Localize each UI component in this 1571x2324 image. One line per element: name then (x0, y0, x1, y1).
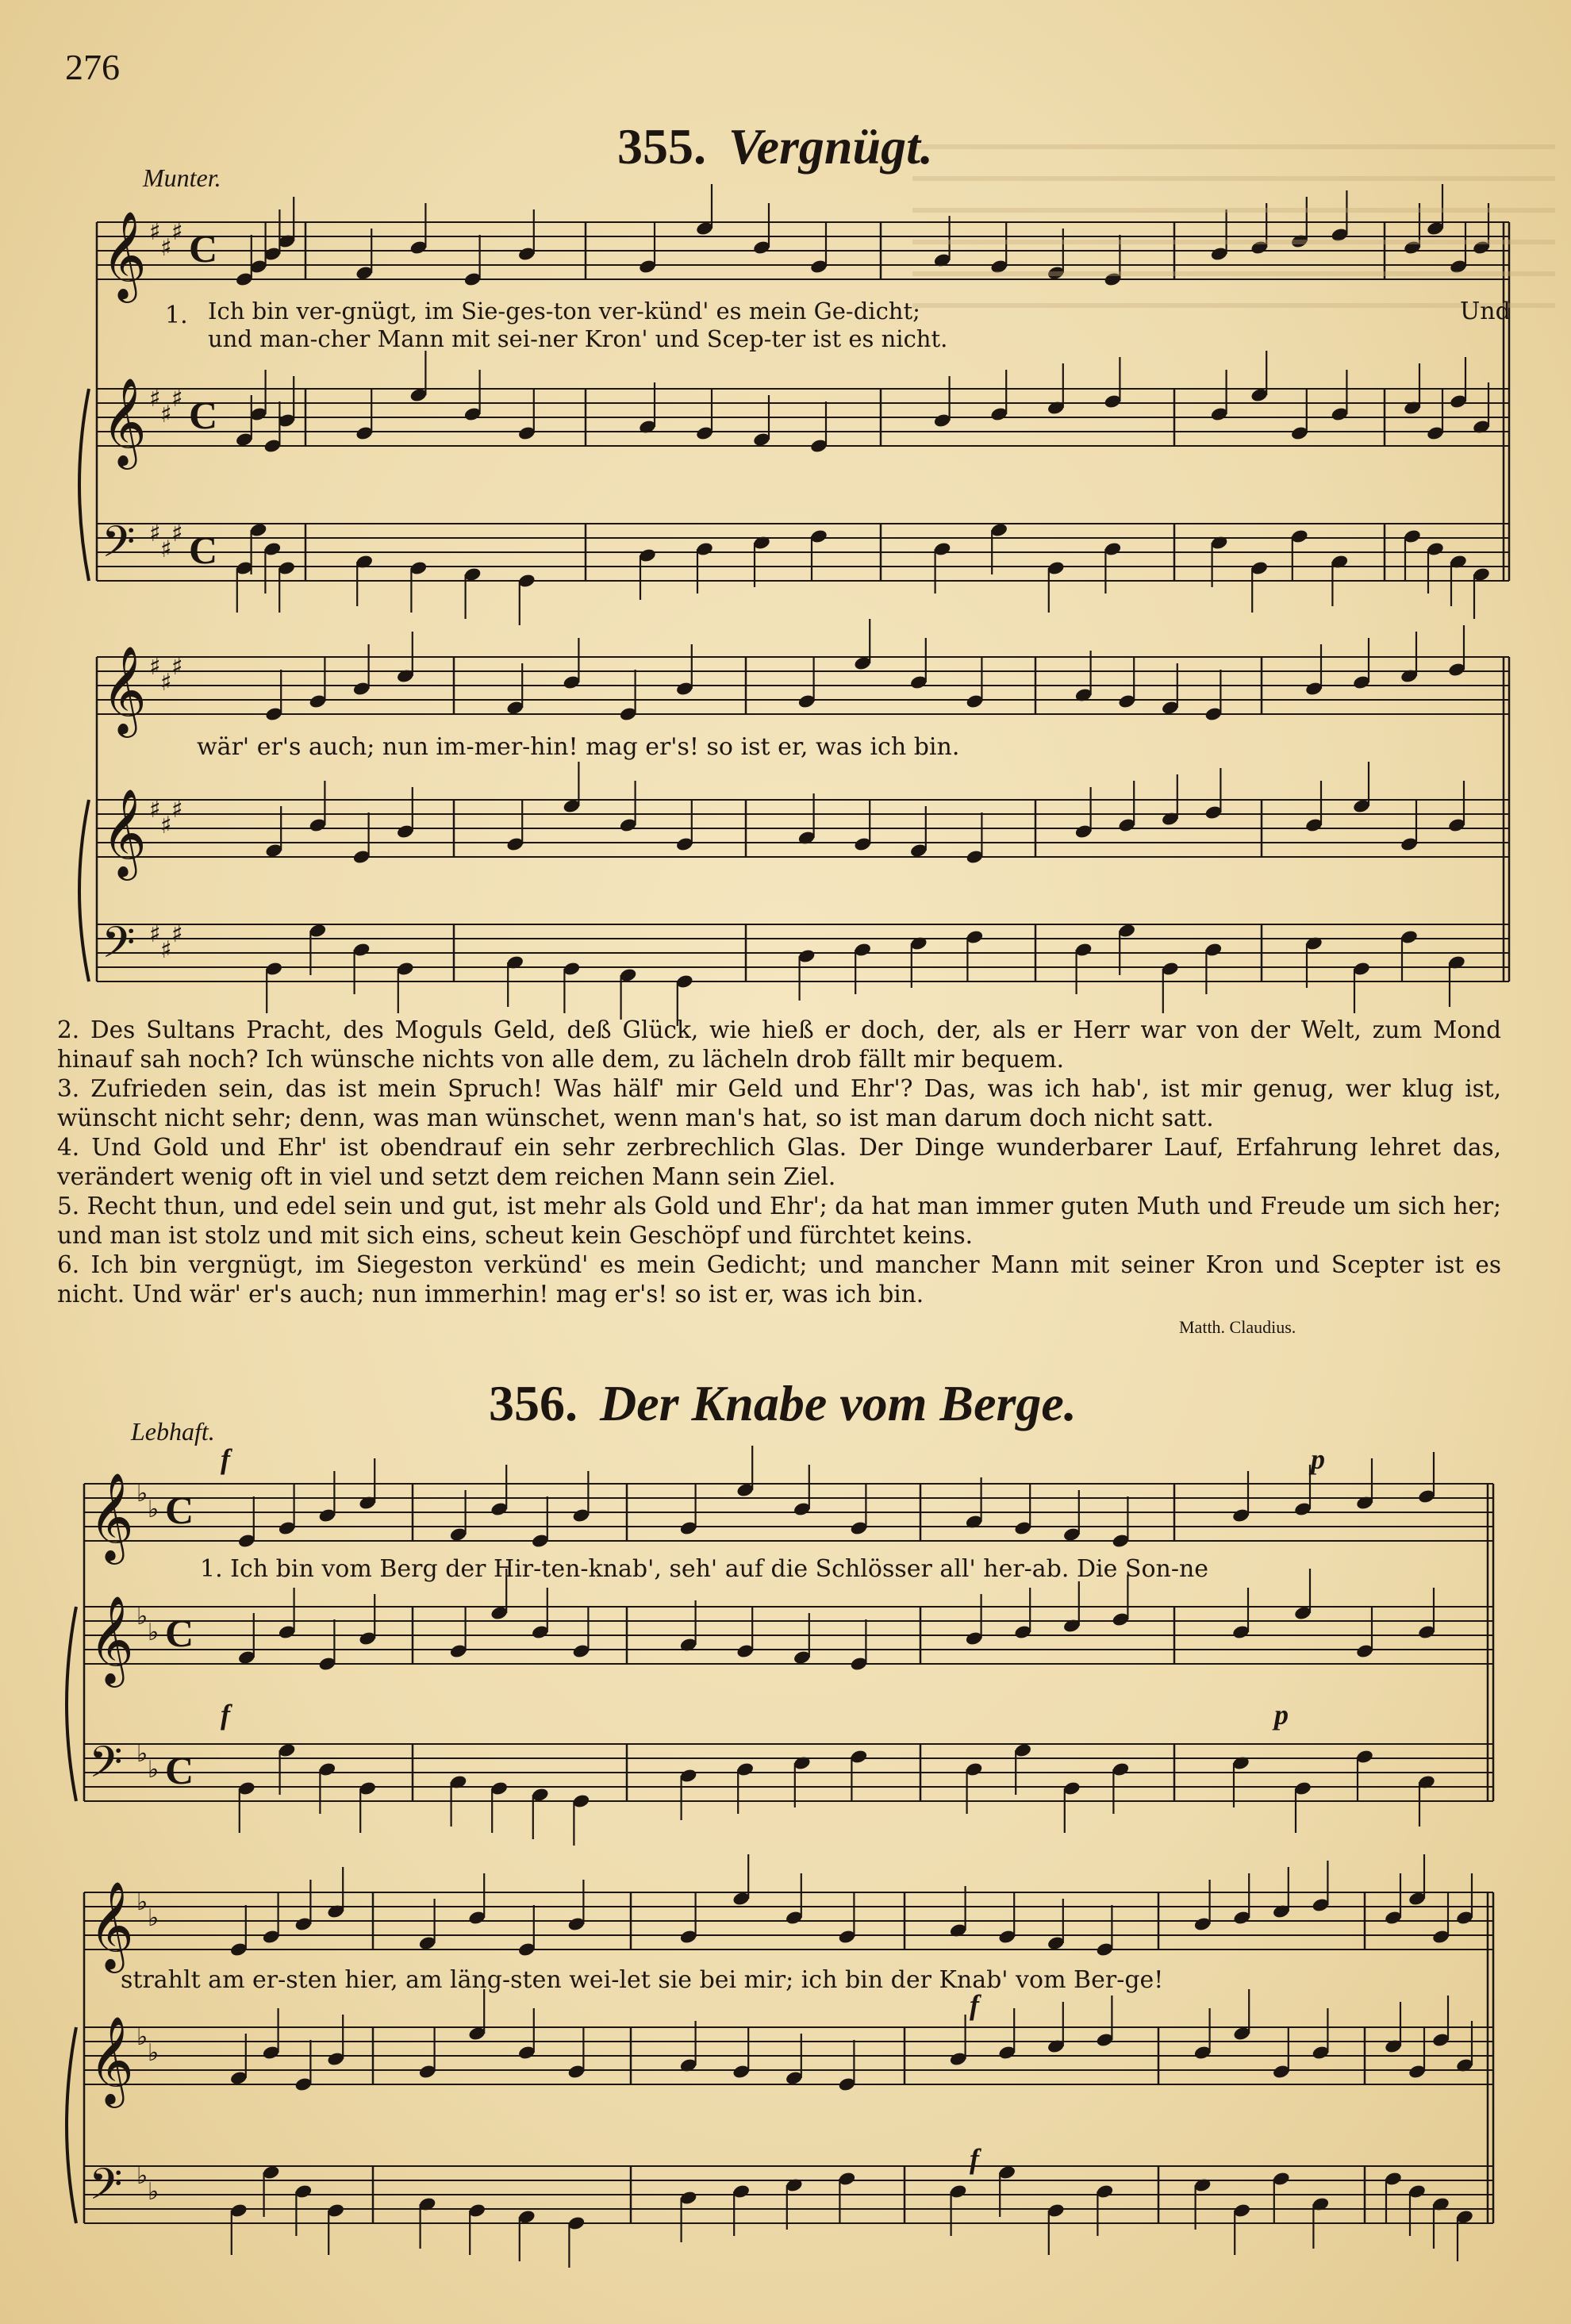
key-signature: ♯ (171, 385, 183, 413)
song-356-tempo: Lebhaft. (131, 1417, 215, 1446)
time-signature: C (165, 1748, 194, 1792)
bass-clef: 𝄢 (102, 917, 136, 978)
piano-brace (79, 389, 89, 581)
verse-3: 3. Zufrieden sein, das ist mein Spruch! Was hälf' mir Geld und Ehr'? Das, was ich hab', ist mir genug, wer klug ist, wünscht nicht sehr; denn, was man wünschet, wenn man's hat, so ist man darum doch nicht satt. (57, 1075, 1501, 1131)
time-signature: C (165, 1488, 194, 1532)
key-signature: ♭ (148, 1904, 159, 1932)
key-signature: ♭ (148, 1496, 159, 1523)
song-355-lyric-und: Und (1460, 298, 1511, 325)
dynamic-forte-3: f (970, 1989, 979, 2021)
verse-4: 4. Und Gold und Ehr' ist obendrauf ein sehr zerbrechlich Glas. Der Dinge wunderbarer Lauf, Erfahrung lehret das, verändert wenig oft in viel und setzt dem reichen Mann sein Ziel. (57, 1134, 1501, 1190)
key-signature: ♭ (136, 1740, 148, 1768)
dynamic-forte-4: f (970, 2143, 979, 2175)
key-signature: ♯ (149, 520, 161, 547)
piano-brace (67, 2027, 76, 2223)
verse-2: 2. Des Sultans Pracht, des Moguls Geld, deß Glück, wie hieß er doch, der, als er Herr war von der Welt, zum Mond hinauf sah noch? Ich wünsche nichts von alle dem, zu lächeln drob fällt mir bequem. (57, 1016, 1501, 1073)
piano-brace (79, 800, 89, 981)
song-355-lyric-row-2: wär' er's auch; nun im-mer-hin! mag er's! so ist er, was ich bin. (197, 733, 960, 761)
key-signature: ♯ (171, 218, 183, 246)
time-signature: C (189, 226, 218, 271)
treble-clef: 𝄞 (102, 645, 147, 734)
song-355-number: 355. (617, 118, 706, 175)
treble-clef: 𝄞 (102, 788, 147, 877)
key-signature: ♭ (136, 1888, 148, 1916)
page-number: 276 (65, 47, 120, 87)
song-355-title-block (617, 117, 933, 176)
key-signature: ♭ (148, 2039, 159, 2067)
song-355-author: Matth. Claudius. (1179, 1317, 1296, 1337)
key-signature: ♯ (160, 669, 172, 697)
treble-clef: 𝄞 (102, 210, 147, 299)
key-signature: ♭ (136, 2162, 148, 2190)
key-signature: ♯ (149, 653, 161, 681)
key-signature: ♯ (171, 653, 183, 681)
song-356-title-block (489, 1374, 1077, 1433)
treble-clef: 𝄞 (102, 377, 147, 466)
time-signature: C (189, 393, 218, 437)
key-signature: ♯ (160, 536, 172, 563)
key-signature: ♯ (160, 234, 172, 262)
song-355-tempo: Munter. (143, 163, 221, 192)
song-356-title: Der Knabe vom Berge. (600, 1375, 1077, 1431)
verse-6: 6. Ich bin vergnügt, im Siegeston verkünd' es mein Gedicht; und mancher Mann mit seiner Kron und Scepter ist es nicht. Und wär' er's auch; nun immerhin! mag er's! so ist er, was ich bin. (57, 1251, 1501, 1308)
bass-clef: 𝄢 (102, 517, 136, 578)
verse-5: 5. Recht thun, und edel sein und gut, ist mehr als Gold und Ehr'; da hat man immer guten Muth und Freude um sich her; und man ist stolz und mit sich eins, scheut kein Geschöpf und fürchtet keins. (57, 1193, 1501, 1249)
dynamic-piano-1: p (1311, 1443, 1325, 1475)
key-signature: ♯ (149, 796, 161, 824)
key-signature: ♯ (171, 796, 183, 824)
key-signature: ♯ (149, 385, 161, 413)
song-355-verse-number: 1. (165, 302, 188, 329)
key-signature: ♯ (160, 401, 172, 428)
key-signature: ♯ (149, 920, 161, 948)
song-355-verses (57, 1016, 1501, 1309)
key-signature: ♭ (136, 1603, 148, 1631)
treble-clef: 𝄞 (89, 1880, 134, 1969)
key-signature: ♯ (171, 920, 183, 948)
song-355-lyric-line-1: Ich bin ver-gnügt, im Sie-ges-ton ver-künd' es mein Ge-dicht; (208, 298, 920, 325)
piano-brace (67, 1607, 76, 1801)
dynamic-forte-2: f (221, 1699, 230, 1731)
dynamic-forte-1: f (221, 1443, 230, 1475)
key-signature: ♯ (160, 936, 172, 964)
key-signature: ♯ (171, 520, 183, 547)
song-355-title: Vergnügt. (728, 118, 933, 175)
key-signature: ♭ (136, 2023, 148, 2051)
time-signature: C (165, 1611, 194, 1655)
key-signature: ♭ (136, 1480, 148, 1508)
song-355-lyric-line-2: und man-cher Mann mit sei-ner Kron' und Scep-ter ist es nicht. (208, 325, 948, 352)
song-356-number: 356. (489, 1375, 578, 1431)
dynamic-piano-2: p (1274, 1699, 1289, 1731)
bass-clef: 𝄢 (89, 2159, 123, 2220)
key-signature: ♯ (149, 218, 161, 246)
time-signature: C (189, 528, 218, 572)
key-signature: ♭ (148, 1756, 159, 1784)
treble-clef: 𝄞 (89, 1472, 134, 1561)
song-356-lyric-row-2: strahlt am er-sten hier, am läng-sten wei-let sie bei mir; ich bin der Knab' vom Ber-ge! (121, 1966, 1164, 1994)
key-signature: ♭ (148, 1619, 159, 1646)
key-signature: ♭ (148, 2178, 159, 2206)
song-356-lyric-row-1: 1. Ich bin vom Berg der Hir-ten-knab', seh' auf die Schlösser all' her-ab. Die Son-ne (200, 1555, 1209, 1583)
bass-clef: 𝄢 (89, 1737, 123, 1798)
treble-clef: 𝄞 (89, 2015, 134, 2104)
treble-clef: 𝄞 (89, 1595, 134, 1684)
key-signature: ♯ (160, 812, 172, 839)
